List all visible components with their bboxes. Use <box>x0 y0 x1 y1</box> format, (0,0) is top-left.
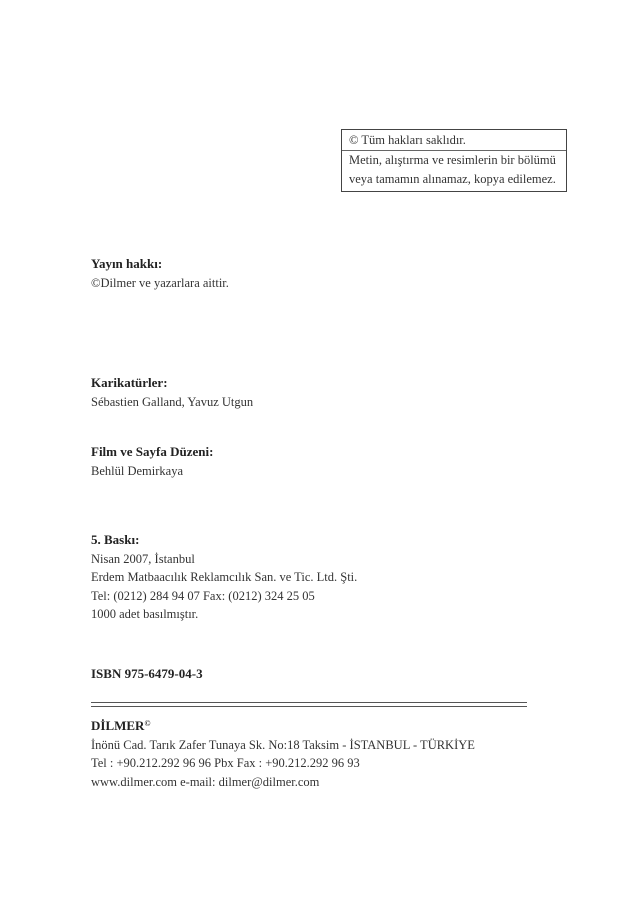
cartoons-heading: Karikatürler: <box>91 375 168 390</box>
layout-film-section <box>91 443 213 480</box>
copyright-line-3: veya tamamın alınamaz, kopya edilemez. <box>349 172 556 186</box>
cartoons-section <box>91 374 253 411</box>
divider-rule-bottom <box>91 706 527 707</box>
cartoons-text: Sébastien Galland, Yavuz Utgun <box>91 394 254 409</box>
edition-line: Nisan 2007, İstanbul <box>91 551 195 566</box>
copyright-line-1: © Tüm hakları saklıdır. <box>349 133 466 147</box>
copyright-line-2: Metin, alıştırma ve resimlerin bir bölümü <box>342 150 566 170</box>
edition-line: Tel: (0212) 284 94 07 Fax: (0212) 324 25 05 <box>91 588 315 603</box>
publisher-section <box>91 715 475 791</box>
edition-section <box>91 531 357 624</box>
layout-film-text: Behlül Demirkaya <box>91 463 183 478</box>
edition-line: Erdem Matbaacılık Reklamcılık San. ve Tic. Ltd. Şti. <box>91 570 358 584</box>
publisher-address: İnönü Cad. Tarık Zafer Tunaya Sk. No:18 Taksim - İSTANBUL - TÜRKİYE <box>91 737 475 752</box>
edition-heading: 5. Baskı: <box>91 532 140 547</box>
copyright-notice-box <box>341 129 567 192</box>
publisher-name: DİLMER <box>91 718 145 733</box>
edition-line: 1000 adet basılmıştır. <box>91 607 199 621</box>
rights-heading: Yayın hakkı: <box>91 256 163 271</box>
layout-film-heading: Film ve Sayfa Düzeni: <box>91 444 214 459</box>
divider-rule-top <box>91 702 527 703</box>
publisher-heading <box>91 715 475 736</box>
rights-text: ©Dilmer ve yazarlara aittir. <box>91 275 229 290</box>
isbn-number: ISBN 975-6479-04-3 <box>91 666 203 681</box>
rights-section <box>91 255 229 292</box>
copyright-mark: © <box>144 719 151 728</box>
publisher-phone: Tel : +90.212.292 96 96 Pbx Fax : +90.212.292 96 93 <box>91 756 360 770</box>
publisher-web: www.dilmer.com e-mail: dilmer@dilmer.com <box>91 774 320 789</box>
